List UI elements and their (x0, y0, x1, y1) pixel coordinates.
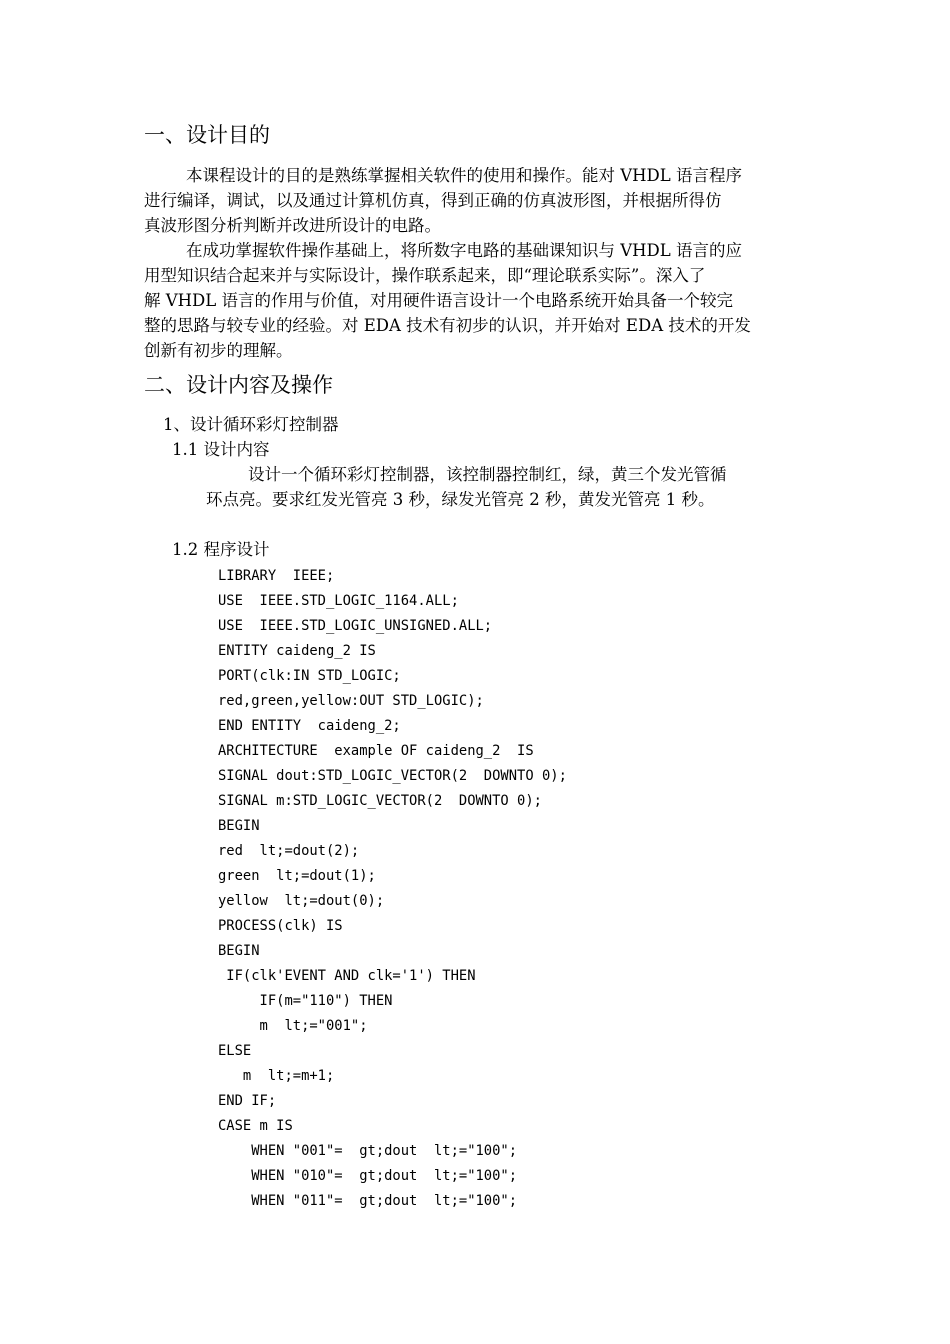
code-line: WHEN "010"= gt;dout lt;="100"; (218, 1168, 518, 1184)
section-heading-design-content: 二、设计内容及操作 (144, 373, 333, 397)
code-line: USE IEEE.STD_LOGIC_UNSIGNED.ALL; (218, 618, 493, 634)
code-line: SIGNAL m:STD_LOGIC_VECTOR(2 DOWNTO 0); (218, 793, 542, 809)
section-heading-design-purpose: 一、设计目的 (144, 123, 270, 147)
code-line: END IF; (218, 1093, 277, 1109)
code-line: USE IEEE.STD_LOGIC_1164.ALL; (218, 593, 459, 609)
code-line: IF(m="110") THEN (218, 993, 393, 1009)
code-line: PROCESS(clk) IS (218, 918, 343, 934)
code-line: BEGIN (218, 818, 260, 834)
paragraph-2-line-1: 在成功掌握软件操作基础上，将所数字电路的基础课知识与 VHDL 语言的应 (186, 241, 742, 260)
code-line: yellow lt;=dout(0); (218, 893, 385, 909)
paragraph-2-line-5: 创新有初步的理解。 (144, 341, 293, 360)
code-line: CASE m IS (218, 1118, 293, 1134)
code-line: WHEN "001"= gt;dout lt;="100"; (218, 1143, 518, 1159)
paragraph-2-line-2: 用型知识结合起来并与实际设计，操作联系起来，即“理论联系实际”。深入了 (144, 266, 706, 285)
code-line: ARCHITECTURE example OF caideng_2 IS (218, 743, 534, 759)
code-line: BEGIN (218, 943, 260, 959)
code-line: IF(clk'EVENT AND clk='1') THEN (218, 968, 476, 984)
content-line-1: 设计一个循环彩灯控制器，该控制器控制红，绿，黄三个发光管循 (248, 465, 727, 484)
content-line-2: 环点亮。要求红发光管亮 3 秒，绿发光管亮 2 秒，黄发光管亮 1 秒。 (206, 490, 715, 509)
paragraph-2-line-3: 解 VHDL 语言的作用与价值，对用硬件语言设计一个电路系统开始具备一个较完 (144, 291, 733, 310)
subheading-1-2: 1.2 程序设计 (172, 540, 270, 559)
code-line: PORT(clk:IN STD_LOGIC; (218, 668, 401, 684)
code-line: ELSE (218, 1043, 252, 1059)
paragraph-1-line-3: 真波形图分析判断并改进所设计的电路。 (144, 216, 441, 235)
code-line: END ENTITY caideng_2; (218, 718, 401, 734)
code-line: green lt;=dout(1); (218, 868, 376, 884)
code-line: red lt;=dout(2); (218, 843, 360, 859)
code-line: ENTITY caideng_2 IS (218, 643, 376, 659)
subheading-1: 1、设计循环彩灯控制器 (163, 415, 339, 434)
subheading-1-1: 1.1 设计内容 (172, 440, 270, 459)
paragraph-2-line-4: 整的思路与较专业的经验。对 EDA 技术有初步的认识，并开始对 EDA 技术的开发 (144, 316, 751, 335)
code-line: m lt;=m+1; (218, 1068, 335, 1084)
code-line: red,green,yellow:OUT STD_LOGIC); (218, 693, 484, 709)
paragraph-1-line-1: 本课程设计的目的是熟练掌握相关软件的使用和操作。能对 VHDL 语言程序 (186, 166, 742, 185)
code-line: m lt;="001"; (218, 1018, 368, 1034)
code-line: SIGNAL dout:STD_LOGIC_VECTOR(2 DOWNTO 0); (218, 768, 567, 784)
code-line: LIBRARY IEEE; (218, 568, 335, 584)
code-line: WHEN "011"= gt;dout lt;="100"; (218, 1193, 518, 1209)
paragraph-1-line-2: 进行编译，调试，以及通过计算机仿真，得到正确的仿真波形图，并根据所得仿 (144, 191, 722, 210)
